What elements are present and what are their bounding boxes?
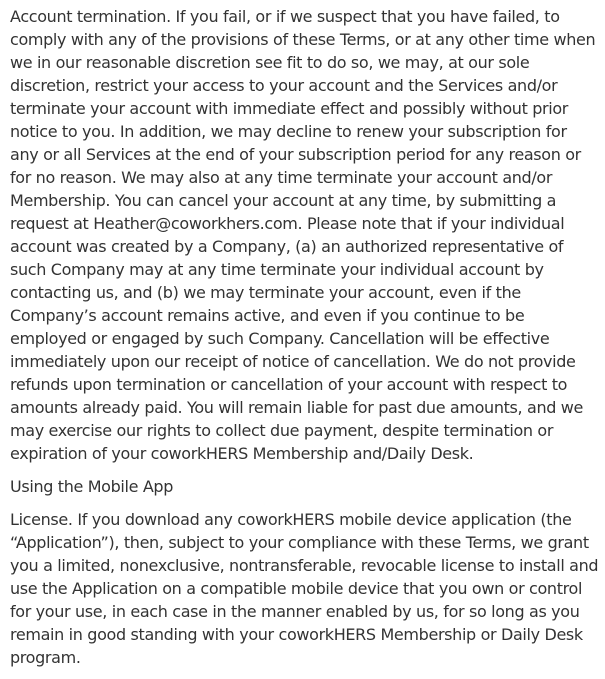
account-termination-paragraph: Account termination. If you fail, or if we suspect that you have failed, to comply with any of the provisions of these Terms, or at any other time when we in our reasonable discretion see fit to do so, we may, at our sole discretion, restrict your access to your account and the Services and/or terminate your account with immediate effect and possibly without prior notice to you. In addition, we may decline to renew your subscription for any or all Services at the end of your subscription period for any reason or for no reason. We may also at any time terminate your account and/or Membership. You can cancel your account at any time, by submitting a request at Heather@coworkhers.com. Please note that if your individual account was created by a Company, (a) an authorized representative of such Company may at any time terminate your individual account by contacting us, and (b) we may terminate your account, even if the Company’s account remains active, and even if you continue to be employed or engaged by such Company. Cancellation will be effective immediately upon our receipt of notice of cancellation. We do not provide refunds upon termination or cancellation of your account with respect to amounts already paid. You will remain liable for past due amounts, and we may exercise our rights to collect due payment, despite termination or expiration of your coworkHERS Membership and/Daily Desk. (10, 7, 596, 463)
mobile-app-heading: Using the Mobile App (10, 477, 174, 496)
license-paragraph: License. If you download any coworkHERS mobile device application (the “Application”), then, subject to your compliance with these Terms, we grant you a limited, nonexclusive, nontransferable, revocable license to install and use the Application on a compatible mobile device that you own or control for your use, in each case in the manner enabled by us, for so long as you remain in good standing with your coworkHERS Membership or Daily Desk program. (10, 510, 599, 667)
